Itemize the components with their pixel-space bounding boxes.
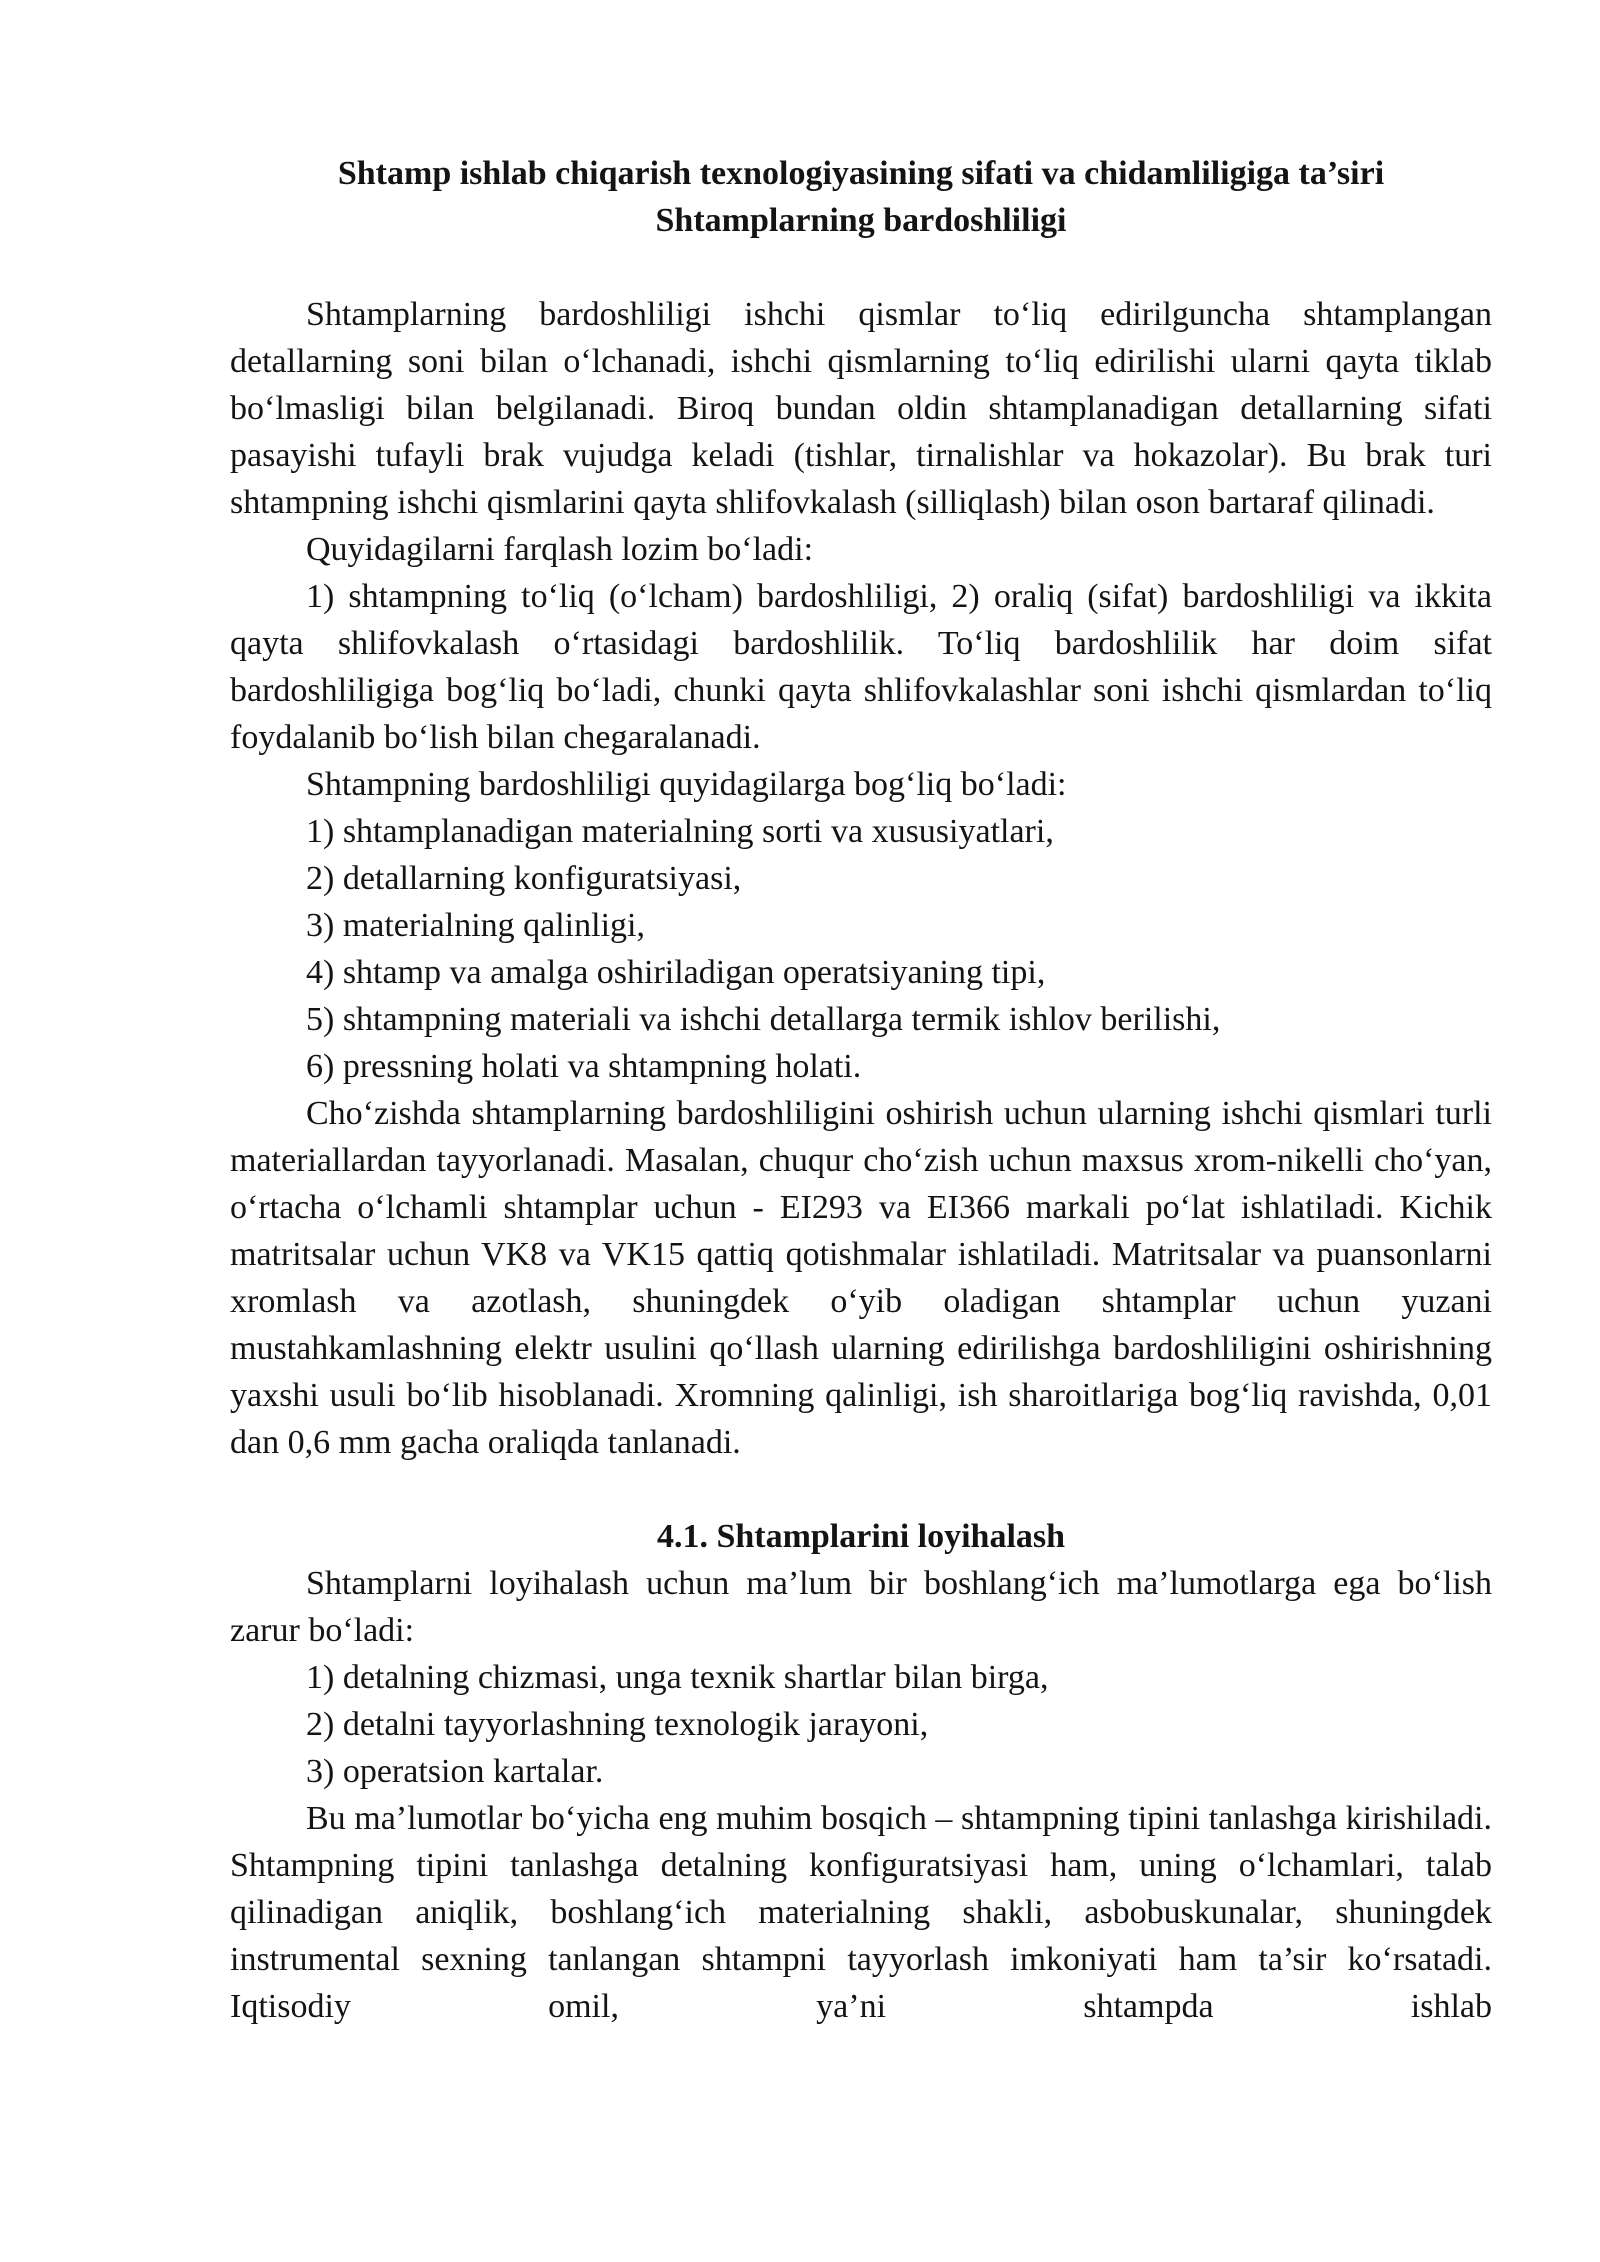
paragraph-durability-types: 1) shtampning to‘liq (o‘lcham) bardoshliligi, 2) oraliq (sifat) bardoshliligi va ikkita qayta shlifovkalash o‘rtasidagi bardoshlilik. To‘liq bardoshlilik har doim sifat bardoshliligiga bog‘liq bo‘ladi, chunki qayta shlifovkalashlar soni ishchi qismlardan to‘liq foydalanib bo‘lish bilan chegaralanadi. xyxy=(230,578,1492,756)
paragraph-distinguish-intro: Quyidagilarni farqlash lozim bo‘ladi: xyxy=(306,531,814,568)
list-item: 3) materialning qalinligi, xyxy=(306,907,645,944)
paragraph-materials: Cho‘zishda shtamplarning bardoshliligini oshirish uchun ularning ishchi qismlari turli materiallardan tayyorlanadi. Masalan, chuqur cho‘zish uchun maxsus xrom-nikelli cho‘yan, o‘rtacha o‘lchamli shtamplar uchun - EI293 va EI366 markali po‘lat ishlatiladi. Kichik matritsalar uchun VK8 va VK15 qattiq qotishmalar ishlatiladi. Matritsalar va puansonlarni xromlash va azotlash, shuningdek o‘yib oladigan shtamplar uchun yuzani mustahkamlashning elektr usulini qo‘llash ularning edirilishga bardoshliligini oshirishning yaxshi usuli bo‘lib hisoblanadi. Xromning qalinligi, ish sharoitlariga bog‘liq ravishda, 0,01 dan 0,6 mm gacha oraliqda tanlanadi. xyxy=(230,1095,1492,1461)
list-item: 6) pressning holati va shtampning holati. xyxy=(306,1048,862,1085)
list-item: 1) detalning chizmasi, unga texnik shartlar bilan birga, xyxy=(306,1659,1049,1696)
spacer xyxy=(230,244,1492,291)
document-title: Shtamp ishlab chiqarish texnologiyasining sifati va chidamliligiga ta’siri xyxy=(337,155,1385,192)
paragraph-factors-intro: Shtampning bardoshliligi quyidagilarga bog‘liq bo‘ladi: xyxy=(306,766,1067,803)
section-heading: 4.1. Shtamplarini loyihalash xyxy=(656,1518,1066,1555)
list-item: 5) shtampning materiali va ishchi detallarga termik ishlov berilishi, xyxy=(306,1001,1221,1038)
paragraph-design-intro: Shtamplarni loyihalash uchun ma’lum bir boshlang‘ich ma’lumotlarga ega bo‘lish zarur bo‘ladi: xyxy=(230,1565,1492,1649)
list-item: 1) shtamplanadigan materialning sorti va xususiyatlari, xyxy=(306,813,1054,850)
requirements-list xyxy=(230,1654,1492,1795)
paragraph-stamp-type-selection: Bu ma’lumotlar bo‘yicha eng muhim bosqich – shtampning tipini tanlashga kirishiladi. Shtampning tipini tanlashga detalning konfiguratsiyasi ham, uning o‘lchamlari, talab qilinadigan aniqlik, boshlang‘ich materialning shakli, asbobuskunalar, shuningdek instrumental sexning tanlangan shtampni tayyorlash imkoniyati ham ta’sir ko‘rsatadi. Iqtisodiy omil, ya’ni shtampda ishlab xyxy=(230,1800,1492,2025)
document-page xyxy=(230,150,1492,2030)
spacer xyxy=(230,1466,1492,1513)
list-item: 2) detalni tayyorlashning texnologik jarayoni, xyxy=(306,1706,929,1743)
factors-list xyxy=(230,808,1492,1090)
list-item: 4) shtamp va amalga oshiriladigan operatsiyaning tipi, xyxy=(306,954,1046,991)
paragraph-durability-definition: Shtamplarning bardoshliligi ishchi qismlar to‘liq edirilguncha shtamplangan detallarning soni bilan o‘lchanadi, ishchi qismlarning to‘liq edirilishi ularni qayta tiklab bo‘lmasligi bilan belgilanadi. Biroq bundan oldin shtamplanadigan detallarning sifati pasayishi tufayli brak vujudga keladi (tishlar, tirnalishlar va hokazolar). Bu brak turi shtampning ishchi qismlarini qayta shlifovkalash (silliqlash) bilan oson bartaraf qilinadi. xyxy=(230,296,1492,521)
document-subtitle: Shtamplarning bardoshliligi xyxy=(655,202,1067,239)
list-item: 2) detallarning konfiguratsiyasi, xyxy=(306,860,742,897)
list-item: 3) operatsion kartalar. xyxy=(306,1753,604,1790)
